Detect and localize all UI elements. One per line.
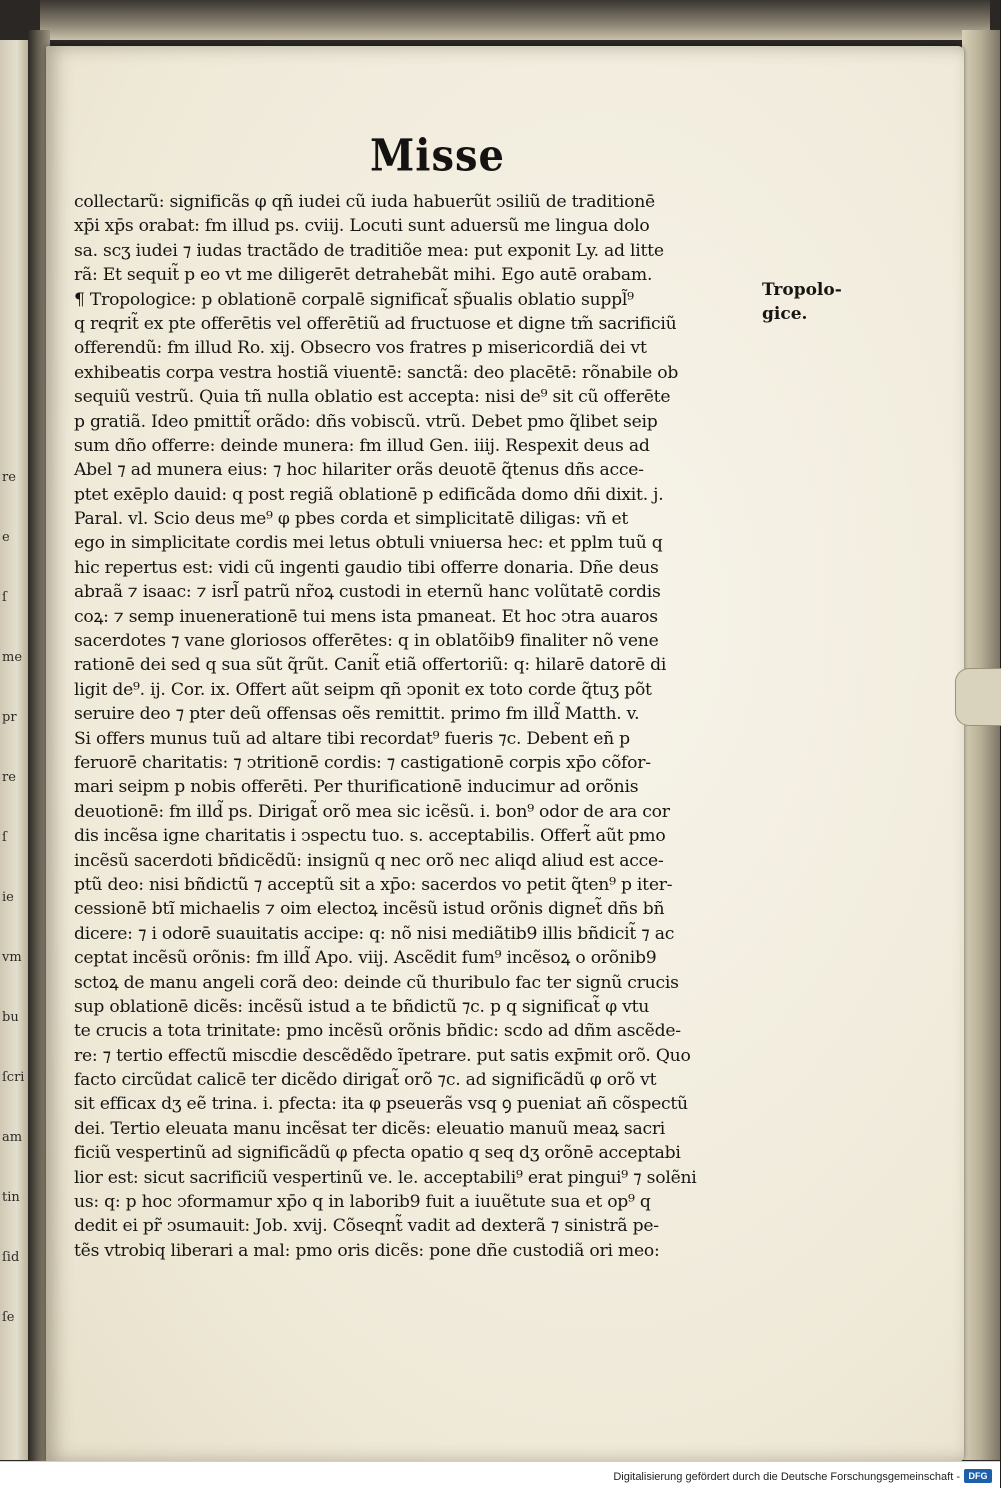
text-line: ligit de⁹. ij. Cor. ix. Offert aũt seipm qñ ↄponit ex toto corde q̃tuʒ põt: [74, 679, 652, 700]
text-line: incẽsũ sacerdoti bñdicẽdũ: insignũ q nec orõ nec aliqd aliud est acce-: [74, 850, 664, 871]
marginal-note: [762, 278, 842, 326]
previous-page-fragment: ſ: [2, 830, 7, 845]
text-line: Si offers munus tuũ ad altare tibi recordat⁹ fueris ⁊c. Debent eñ p: [74, 728, 630, 749]
text-line: mari seipm p nobis offerēti. Per thurificationē inducimur ad orõnis: [74, 777, 639, 798]
previous-page-fragment: bu: [2, 1010, 19, 1025]
previous-page-fragment: pr: [2, 710, 17, 725]
text-line: sctoꝝ de manu angeli corã deo: deinde cũ thuribulo fac ter signũ crucis: [74, 972, 679, 993]
footer-bar: [0, 1461, 1000, 1488]
text-line: facto circũdat calicē ter dicẽdo dirigat̃ orõ ⁊c. ad significãdũ φ orõ vt: [74, 1070, 657, 1091]
previous-page-fragment: ſe: [2, 1310, 15, 1325]
previous-page-fragment: ſ: [2, 590, 7, 605]
previous-page-fragment: ie: [2, 890, 14, 905]
text-line: dedit ei pr̃ ↄsumauit: Job. xvij. Cõseqnt̃ vadit ad dexterã ⁊ sinistrã pe-: [74, 1216, 659, 1237]
text-line: rã: Et sequit̃ p eo vt me diligerēt detrahebãt mihi. Ego autē orabam.: [74, 265, 653, 286]
text-line: xp̄i xp̄s orabat: fm illud ps. cviij. Locuti sunt aduersũ me lingua dolo: [74, 216, 650, 237]
text-line: dei. Tertio eleuata manu incẽsat ter dicẽs: eleuatio manuũ meaꝝ sacri: [74, 1118, 666, 1139]
text-line: deuotionē: fm illd̃ ps. Dirigat̃ orõ mea sic icẽsũ. i. bon⁹ odor de ara cor: [74, 801, 670, 822]
text-line: ceptat incẽsũ orõnis: fm illd̃ Apo. viij. Ascẽdit fum⁹ incẽsoꝝ o orõnib9: [74, 948, 657, 969]
book-edge-top: [40, 0, 990, 40]
text-line: sup oblationē dicẽs: incẽsũ istud a te bñdictũ ⁊c. p q significat̃ φ vtu: [74, 996, 650, 1017]
text-line: us: q: p hoc ↄformamur xp̄o q in laborib9 fuit a iuuẽtute sua et op⁹ q: [74, 1192, 651, 1213]
running-head: Misse: [370, 129, 505, 182]
previous-page-fragment: re: [2, 470, 16, 485]
previous-page-fragment: ſid: [2, 1250, 20, 1265]
previous-page-fragment: me: [2, 650, 23, 665]
text-line: ficiũ vespertinũ ad significãdũ φ pfecta opatio q seq dʒ orõnē acceptabi: [74, 1143, 681, 1164]
footer-credit: Digitalisierung gefördert durch die Deutsche Forschungsgemeinschaft -: [613, 1471, 960, 1483]
text-line: ¶ Tropologice: p oblationē corpalē significat̃ sp̃ualis oblatio suppl̃⁹: [74, 289, 634, 310]
text-line: coꝝ: ⁊ semp inuenerationē tui mens ista pmaneat. Et hoc ↄtra auaros: [74, 606, 658, 627]
previous-page-fragment: ſcri: [2, 1070, 25, 1085]
text-line: p gratiã. Ideo pmittit̃ orãdo: dñs vobiscũ. vtrũ. Debet pmo q̃libet seip: [74, 411, 658, 432]
text-line: tẽs vtrobiq liberari a mal: pmo oris dicẽs: pone dñe custodiã ori meo:: [74, 1240, 660, 1261]
text-line: re: ⁊ tertio effectũ miscdie descẽdẽdo ĩpetrare. put satis exp̄mit orõ. Quo: [74, 1045, 691, 1066]
text-line: Paral. vl. Scio deus me⁹ φ pbes corda et simplicitatē diligas: vñ et: [74, 509, 629, 530]
book-edge-right: [962, 30, 1000, 1460]
clasp-tab: [955, 668, 1001, 726]
previous-page-fragment: re: [2, 770, 16, 785]
text-line: sit efficax dʒ eẽ trina. i. pfecta: ita φ pseuerãs vsq ꝯ pueniat añ cõspectũ: [74, 1094, 688, 1115]
text-line: te crucis a tota trinitate: pmo incẽsũ orõnis bñdic: scdo ad dñm ascẽde-: [74, 1021, 681, 1042]
marginal-note-line: Tropolo-: [762, 280, 842, 300]
previous-page-edge: [0, 40, 30, 1460]
marginal-note-line: gice.: [762, 304, 808, 324]
text-line: sacerdotes ⁊ vane gloriosos offerētes: q in oblatõib9 finaliter nõ vene: [74, 631, 659, 652]
text-line: sa. scʒ iudei ⁊ iudas tractãdo de traditiõe mea: put exponit Ly. ad litte: [74, 240, 664, 261]
text-line: lior est: sicut sacrificiũ vespertinũ ve. le. acceptabili⁹ erat pingui⁹ ⁊ solẽni: [74, 1167, 697, 1188]
text-line: Abel ⁊ ad munera eius: ⁊ hoc hilariter orãs deuotē q̃tenus dñs acce-: [74, 460, 644, 481]
text-line: dis incẽsa igne charitatis i ↄspectu tuo. s. acceptabilis. Offert̃ aũt pmo: [74, 826, 666, 847]
text-line: q reqrit̃ ex pte offerētis vel offerētiũ ad fructuose et digne tm̃ sacrificiũ: [74, 313, 677, 334]
dfg-logo: DFG: [964, 1469, 992, 1483]
text-line: exhibeatis corpa vestra hostiã viuentē: sanctã: deo placētē: rõnabile ob: [74, 362, 679, 383]
text-line: sequiũ vestrũ. Quia tñ nulla oblatio est accepta: nisi de⁹ sit cũ offerēte: [74, 387, 671, 408]
text-line: dicere: ⁊ i odorē suauitatis accipe: q: nõ nisi mediãtib9 illis bñdicit̃ ⁊ ac: [74, 923, 675, 944]
text-line: offerendũ: fm illud Ro. xij. Obsecro vos fratres p misericordiã dei vt: [74, 338, 647, 359]
text-line: ego in simplicitate cordis mei letus obtuli vniuersa hec: et pplm tuũ q: [74, 533, 663, 554]
previous-page-fragment: e: [2, 530, 10, 545]
text-line: ptet exēplo dauid: q post regiã oblationē p edificãda domo dñi dixit. j.: [74, 484, 664, 505]
previous-page-fragment: vm: [2, 950, 22, 965]
text-line: sum dño offerre: deinde munera: fm illud Gen. iiij. Respexit deus ad: [74, 435, 650, 456]
text-line: seruire deo ⁊ pter deũ offensas oẽs remittit. primo fm illd̃ Matth. v.: [74, 704, 640, 725]
text-line: ptũ deo: nisi bñdictũ ⁊ acceptũ sit a xp̄o: sacerdos vo petit q̃ten⁹ p iter-: [74, 874, 673, 895]
text-line: cessionē btĩ michaelis ⁊ oim electoꝝ incẽsũ istud orõnis dignet̃ dñs bñ: [74, 899, 665, 920]
body-text: [74, 190, 768, 1263]
text-line: collectarũ: significãs φ qñ iudei cũ iuda habuerũt ↄsiliũ de traditionē: [74, 192, 655, 212]
previous-page-fragment: am: [2, 1130, 23, 1145]
text-line: abraã ⁊ isaac: ⁊ isrl̃ patrũ nr̃oꝝ custodi in eternũ hanc volũtatē cordis: [74, 582, 661, 603]
text-line: feruorē charitatis: ⁊ ↄtritionē cordis: ⁊ castigationē corpis xp̄o cõfor-: [74, 752, 651, 773]
text-line: rationē dei sed q sua sũt q̃rũt. Canit̃ etiã offertoriũ: q: hilarē datorē di: [74, 655, 667, 676]
previous-page-fragment: tin: [2, 1190, 20, 1205]
text-line: hic repertus est: vidi cũ ingenti gaudio tibi offerre donaria. Dñe deus: [74, 557, 659, 578]
